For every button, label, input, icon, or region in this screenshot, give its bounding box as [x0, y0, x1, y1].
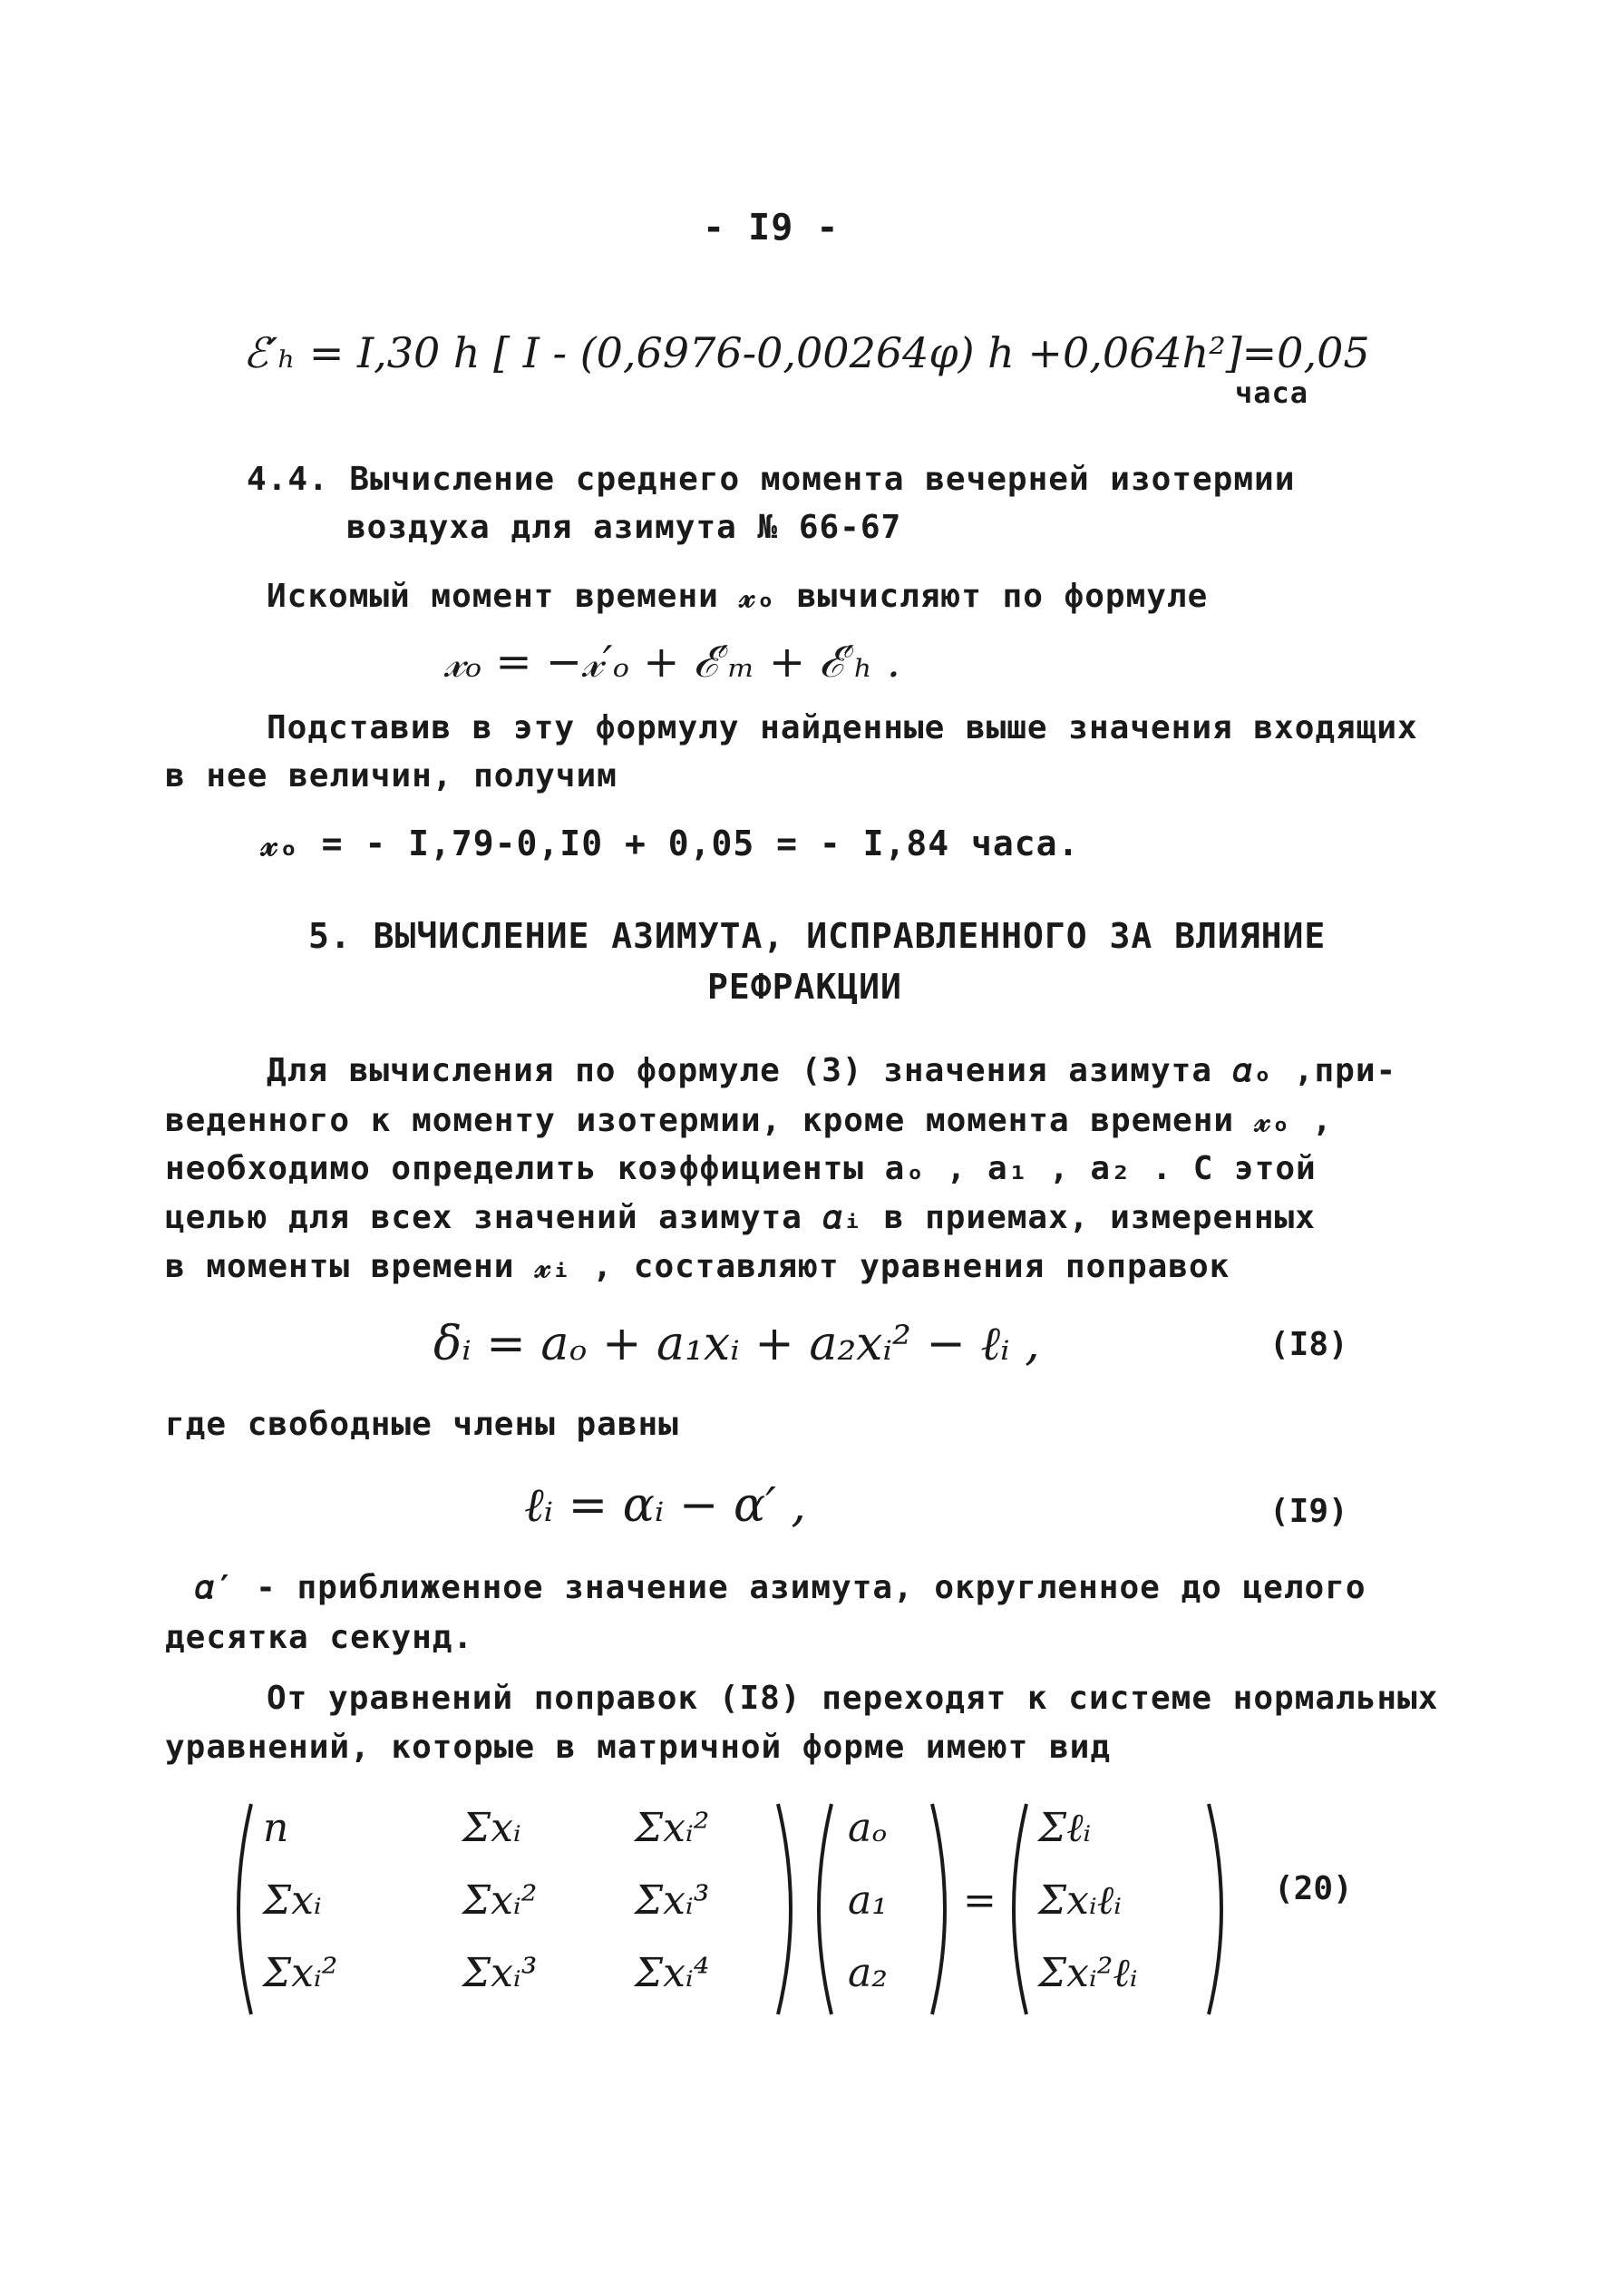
formula-19: ℓᵢ = 𝛼ᵢ − 𝛼′ ,	[524, 1478, 806, 1533]
vector-a-cell: a₂	[848, 1950, 888, 1996]
vector-rhs-cell: Σℓᵢ	[1038, 1805, 1092, 1851]
section-4-4-title: 4.4. Вычисление среднего момента вечерней изотермии	[247, 461, 1296, 498]
section-5-title-cont: РЕФРАКЦИИ	[707, 967, 902, 1007]
formula-eps-h-unit: часа	[1235, 375, 1309, 410]
paragraph-free-terms: где свободные члены равны	[165, 1406, 679, 1443]
section-5-title: 5. ВЫЧИСЛЕНИЕ АЗИМУТА, ИСПРАВЛЕННОГО ЗА ВЛИЯНИЕ	[308, 916, 1327, 956]
matrix-cell: n	[263, 1805, 289, 1851]
vector-rhs-open-bracket	[997, 1800, 1034, 2018]
matrix-cell: Σxᵢ²	[462, 1877, 538, 1924]
paragraph-substitute-cont: в нее величин, получим	[165, 757, 618, 794]
vector-rhs-cell: Σxᵢℓᵢ	[1038, 1877, 1122, 1924]
paragraph-approx: 𝛼′ - приближенное значение азимута, округленное до целого	[195, 1569, 1366, 1606]
paragraph-moment: Искомый момент времени 𝓍ₒ вычисляют по формуле	[267, 578, 1209, 615]
paragraph-azimuth-4: целью для всех значений азимута 𝛼ᵢ в приемах, измеренных	[165, 1199, 1316, 1236]
formula-x0: 𝓍ₒ = −𝓍′ₒ + ℰ′ₘ + ℰ′ₕ .	[444, 637, 901, 687]
paragraph-substitute: Подставив в эту формулу найденные выше значения входящих	[267, 709, 1418, 746]
paragraph-approx-cont: десятка секунд.	[165, 1619, 474, 1656]
formula-18: δᵢ = aₒ + a₁xᵢ + a₂xᵢ² − ℓᵢ ,	[433, 1317, 1040, 1371]
paragraph-azimuth-3: необходимо определить коэффициенты aₒ , a₁ , a₂ . С этой	[165, 1150, 1317, 1187]
formula-20-number: (20)	[1274, 1870, 1353, 1907]
formula-x0-value: 𝓍ₒ = - I,79-0,I0 + 0,05 = - I,84 часа.	[261, 824, 1080, 863]
matrix-cell: Σxᵢ	[462, 1805, 521, 1851]
section-4-4-title-cont: воздуха для азимута № 66-67	[346, 509, 902, 546]
left-matrix-close-bracket	[771, 1800, 807, 2018]
vector-rhs-cell: Σxᵢ²ℓᵢ	[1038, 1950, 1138, 1996]
matrix-cell: Σxᵢ⁴	[635, 1950, 710, 1996]
paragraph-normal: От уравнений поправок (I8) переходят к системе нормальных	[267, 1680, 1439, 1717]
matrix-cell: Σxᵢ³	[635, 1877, 710, 1924]
paragraph-azimuth-1: Для вычисления по формуле (3) значения азимута 𝛼ₒ ,при-	[267, 1052, 1397, 1089]
vector-a-open-bracket	[802, 1800, 839, 2018]
vector-a-cell: aₒ	[848, 1805, 888, 1851]
formula-eps-h: ℰ′ₕ = I,30 h [ I - (0,6976-0,00264φ) h +0,064h²]=0,05	[243, 328, 1370, 377]
vector-rhs-close-bracket	[1201, 1800, 1238, 2018]
formula-19-number: (I9)	[1269, 1493, 1348, 1530]
matrix-cell: Σxᵢ	[263, 1877, 322, 1924]
left-matrix-open-bracket	[222, 1800, 258, 2018]
formula-18-number: (I8)	[1269, 1326, 1348, 1363]
vector-a-close-bracket	[925, 1800, 961, 2018]
page-number: - I9 -	[703, 207, 840, 249]
paragraph-azimuth-5: в моменты времени 𝓍ᵢ , составляют уравнения поправок	[165, 1248, 1230, 1285]
paragraph-normal-cont: уравнений, которые в матричной форме имеют вид	[165, 1729, 1111, 1766]
matrix-cell: Σxᵢ²	[635, 1805, 710, 1851]
paragraph-azimuth-2: веденного к моменту изотермии, кроме момента времени 𝓍ₒ ,	[165, 1102, 1333, 1139]
equals-sign: =	[963, 1877, 997, 1924]
vector-a-cell: a₁	[848, 1877, 888, 1924]
matrix-cell: Σxᵢ³	[462, 1950, 538, 1996]
matrix-cell: Σxᵢ²	[263, 1950, 338, 1996]
